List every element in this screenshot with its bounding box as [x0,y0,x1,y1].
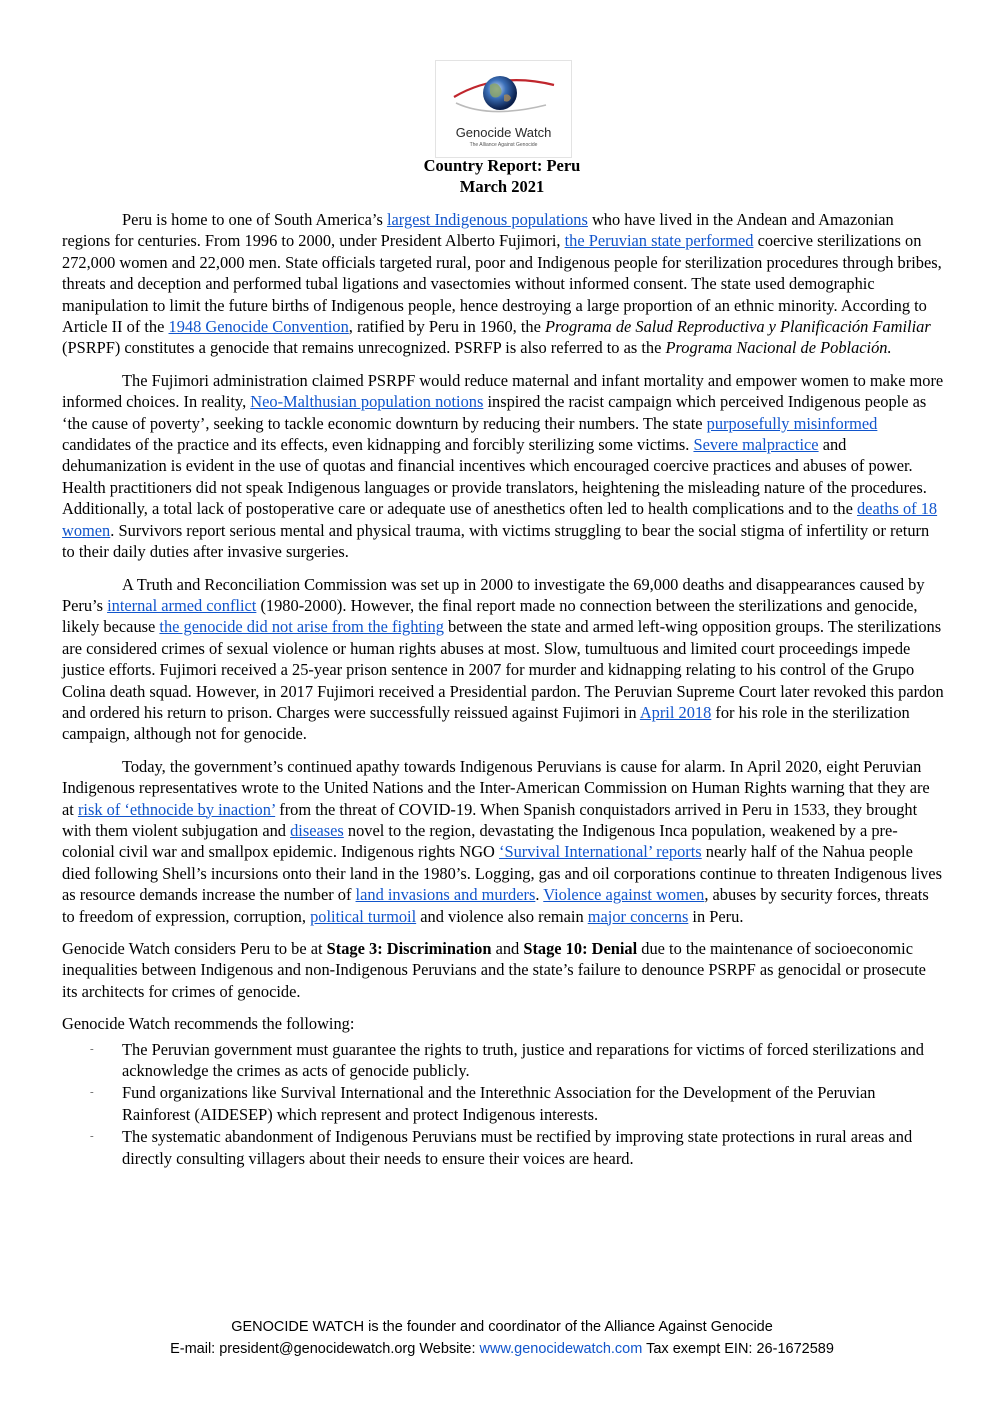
link-severe-malpractice[interactable]: Severe malpractice [693,435,819,455]
link-genocide-convention[interactable]: 1948 Genocide Convention [168,317,349,337]
link-violence-against-women[interactable]: Violence against women [543,885,705,905]
link-diseases[interactable]: diseases [290,820,344,840]
footer-website-link[interactable]: www.genocidewatch.com [479,1341,643,1357]
recommendations-intro: Genocide Watch recommends the following: [62,1014,355,1034]
paragraph-4: Today, the government’s continued apathy towards Indigenous Peruvians is cause for alarm. In April 2020, eight Peruvian Indigenous representatives wrote to the United Nations and the Inter-American Commission on Human Rights warning that they are at risk of ‘ethnocide by inaction’ from the threat of COVID-19. When Spanish conquistadors arrived in Peru in 1533, they brought with them violent subjugation and diseases novel to the region, devastating the Indigenous Inca population, weakened by a pre-colonial civil war and smallpox epidemic. Indigenous rights NGO ‘Survival International’ reports nearly half of the Nahua people died following Shell’s incursions onto their land in the 1980’s. Logging, gas and oil corporations continue to threaten Indigenous lives as resource demands increase the number of land invasions and murders. Violence against women, abuses by security forces, threats to freedom of expression, corruption, political turmoil and violence also remain major concerns in Peru. [62,756,942,926]
paragraph-5: Genocide Watch considers Peru to be at Stage 3: Discrimination and Stage 10: Denial due to the maintenance of socioeconomic inequalities between Indigenous and non-Indigenous Peruvians and the state’s failure to denounce PSRPF as genocidal or prosecute its architects for crimes of genocide. [62,939,926,1001]
logo-name: Genocide Watch [455,125,552,140]
recommendations-list [62,1039,945,1169]
report-body [62,209,945,1170]
genocide-watch-logo [435,60,572,158]
bullet-dash: - [90,1130,94,1143]
stage-3-label: Stage 3: Discrimination [326,939,492,958]
link-deaths-of-18-women[interactable]: deaths of 18 women [62,499,938,540]
list-item: - The systematic abandonment of Indigenous Peruvians must be rectified by improving state protections in rural areas and directly consulting villagers about their needs to ensure their voices are heard. [90,1127,913,1168]
link-purposefully-misinformed[interactable]: purposefully misinformed [706,413,878,433]
report-date: March 2021 [459,177,545,196]
paragraph-3: A Truth and Reconciliation Commission was set up in 2000 to investigate the 69,000 deaths and disappearances caused by Peru’s internal armed conflict (1980-2000). However, the final report made no connection between the sterilizations and genocide, likely because the genocide did not arise from the fighting between the state and armed left-wing opposition groups. The sterilizations are considered crimes of sexual violence or human rights abuses at most. Slow, tumultuous and limited court proceedings impede justice efforts. Fujimori received a 25-year prison sentence in 2007 for murder and kidnapping relating to his control of the Grupo Colina death squad. However, in 2017 Fujimori received a Presidential pardon. The Peruvian Supreme Court later revoked this pardon and ordered his return to prison. Charges were successfully reissued against Fujimori in April 2018 for his role in the sterilization campaign, although not for genocide. [62,574,944,744]
link-land-invasions[interactable]: land invasions and murders [355,885,536,905]
stage-10-label: Stage 10: Denial [523,939,638,958]
paragraph-1: Peru is home to one of South America’s largest Indigenous populations who have lived in the Andean and Amazonian regions for centuries. From 1996 to 2000, under President Alberto Fujimori, the Peruvian state performed coercive sterilizations on 272,000 women and 22,000 men. State officials targeted rural, poor and Indigenous people for sterilization procedures through bribes, threats and deception and performed tubal ligations and vasectomies without informed consent. The state used demographic manipulation to limit the future births of Indigenous people, hence destroying a large proportion of an ethnic minority. According to Article II of the 1948 Genocide Convention, ratified by Peru in 1960, the Programa de Salud Reproductiva y Planificación Familiar (PSRPF) constitutes a genocide that remains unrecognized. PSRFP is also referred to as the Programa Nacional de Población. [62,210,942,358]
footer-contact: E-mail: president@genocidewatch.org Website: www.genocidewatch.com Tax exempt EIN: 26-1672589 [170,1341,834,1357]
link-peruvian-state-performed[interactable]: the Peruvian state performed [564,231,754,251]
globe-icon [450,63,558,123]
link-indigenous-populations[interactable]: largest Indigenous populations [386,210,588,229]
bullet-dash: - [90,1042,94,1055]
paragraph-2: The Fujimori administration claimed PSRPF would reduce maternal and infant mortality and empower women to make more informed choices. In reality, Neo-Malthusian population notions inspired the racist campaign which perceived Indigenous people as ‘the cause of poverty’, seeking to tackle economic downturn by reducing their numbers. The state purposefully misinformed candidates of the practice and its effects, even kidnapping and forcibly sterilizing some victims. Severe malpractice and dehumanization is evident in the use of quotas and financial incentives which encouraged coercive practices and abuses of power. Health practitioners did not speak Indigenous languages or provide translators, heightening the misleading nature of the procedures. Additionally, a total lack of postoperative care or adequate use of anesthetics often led to health complications and to the deaths of 18 women. Survivors report serious mental and physical trauma, with victims struggling to bear the social stigma of infertility or return to their daily duties after invasive surgeries. [62,370,944,562]
list-item: - Fund organizations like Survival International and the Interethnic Association for the Development of the Peruvian Rainforest (AIDESEP) which represent and protect Indigenous interests. [90,1083,876,1124]
link-major-concerns[interactable]: major concerns [587,906,689,926]
link-ethnocide-by-inaction[interactable]: risk of ‘ethnocide by inaction’ [77,799,276,819]
bullet-dash: - [90,1086,94,1099]
footer-line-1: GENOCIDE WATCH is the founder and coordinator of the Alliance Against Genocide [231,1319,773,1335]
link-internal-armed-conflict[interactable]: internal armed conflict [107,595,257,615]
link-survival-international-reports[interactable]: ‘Survival International’ reports [499,842,702,862]
link-genocide-not-from-fighting[interactable]: the genocide did not arise from the fighting [159,617,444,637]
link-political-turmoil[interactable]: political turmoil [310,906,417,926]
logo-tagline: The Alliance Against Genocide [469,142,538,148]
list-item: - The Peruvian government must guarantee the rights to truth, justice and reparations for victims of forced sterilizations and acknowledge the crimes as acts of genocide publicly. [90,1039,924,1081]
report-title: Country Report: Peru [423,156,581,175]
link-april-2018[interactable]: April 2018 [639,702,712,722]
link-neo-malthusian[interactable]: Neo-Malthusian population notions [250,392,484,412]
